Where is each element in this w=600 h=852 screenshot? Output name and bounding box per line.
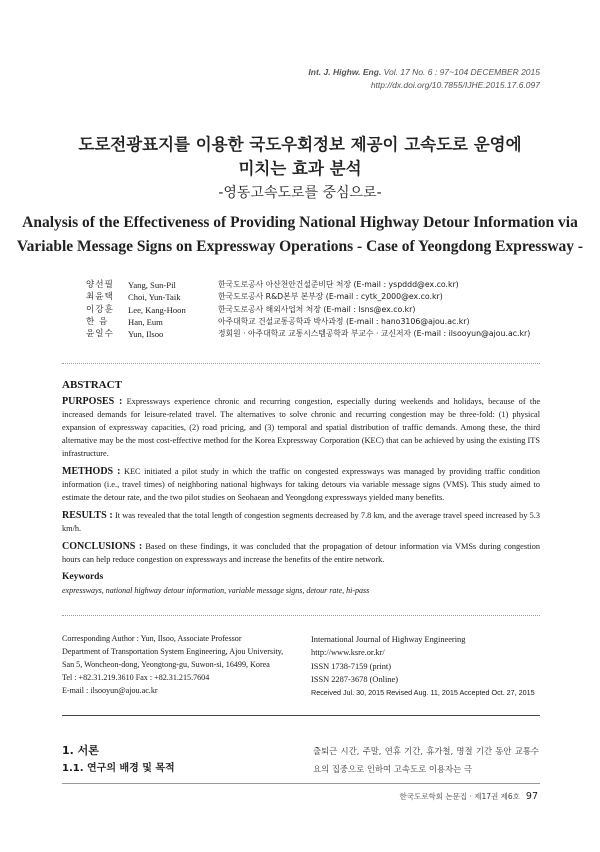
divider-top: [62, 363, 540, 364]
methods-text: KEC initiated a pilot study in which the traffic on congested expressways was managed by providing traffic condition information (i.e., travel times) of neighboring national highways for taking detours via variable message signs (VMS). This study aimed to estimate the detour rate, and the two pilot studies on Seohaean and Yeongdong expressways yielded many benefits.: [62, 467, 541, 502]
author-row: [86, 316, 530, 328]
author-affiliation: 아주대학교 건설교통공학과 박사과정 (E-mail : hano3106@ajou.ac.kr): [218, 316, 470, 326]
author-korean-name: 최윤택: [86, 292, 114, 303]
author-affiliation: 한국도로공사 R&D본부 본부장 (E-mail : cytk_2000@ex.co.kr): [218, 292, 443, 302]
author-row: [86, 328, 530, 340]
page-footer: [399, 791, 538, 802]
english-title-line2: Variable Message Signs on Expressway Operations - Case of Yeongdong Expressway -: [16, 238, 584, 255]
author-english-name: Yang, Sun-Pil: [128, 280, 176, 290]
korean-title-line2: 미치는 효과 분석: [238, 159, 362, 178]
conclusions-label: CONCLUSIONS :: [62, 541, 143, 552]
keywords-heading: Keywords: [62, 572, 104, 582]
abstract-heading: ABSTRACT: [62, 379, 122, 391]
corr-line: Department of Transportation System Engineering, Ajou University,: [62, 646, 284, 656]
author-affiliation: 한국도로공사 해외사업처 처장 (E-mail : lsns@ex.co.kr): [218, 304, 416, 314]
corresponding-author-block: [62, 633, 283, 698]
footer-journal-issue: 한국도로학회 논문집 · 제17권 제6호: [399, 792, 520, 801]
subsection-heading: 1.1. 연구의 배경 및 목적: [62, 763, 175, 774]
purposes-text: Expressways experience chronic and recurring congestion, especially during weekends and holidays, because of the increased demands for leisure-related travel. The alternatives to solve chronic and recurring congestion may be three-fold: (1) physical expansion of expressway capacities, (2) road pricing, and (3) temporal and spatial distribution of traffic demands. Among these, the third alternative may be the most cost-effective method for the Korea Expressway Corporation (KEC) that can be achieved by using the existing ITS infrastructure.: [62, 397, 541, 458]
body-text: 출퇴근 시간, 주말, 연휴 기간, 휴가철, 명절 기간 동안 교통수요의 집중으로 인하여 고속도로 이용자는 극: [313, 746, 539, 774]
korean-title: [0, 133, 600, 205]
author-row: [86, 304, 530, 316]
section-headings: [62, 742, 175, 778]
issn-print: ISSN 1738-7159 (print): [311, 661, 392, 671]
doi-link[interactable]: http://dx.doi.org/10.7855/IJHE.2015.17.6.097: [370, 80, 540, 90]
keywords-list: expressways, national highway detour information, variable message signs, detour rate, hi-pass: [62, 586, 370, 595]
journal-url[interactable]: http://www.ksre.or.kr/: [311, 648, 385, 658]
received-dates: Received Jul. 30, 2015 Revised Aug. 11, 2015 Accepted Oct. 27, 2015: [311, 688, 535, 698]
corr-line: San 5, Woncheon-dong, Yeongtong-gu, Suwon-si, 16499, Korea: [62, 659, 270, 669]
conclusions-paragraph: [62, 540, 540, 566]
methods-label: METHODS :: [62, 466, 121, 477]
author-korean-name: 양선필: [86, 280, 114, 290]
journal-abbrev: Int. J. Highw. Eng.: [308, 67, 382, 77]
author-row: [86, 291, 530, 303]
author-korean-name: 한 음: [86, 316, 109, 327]
english-title-line1: Analysis of the Effectiveness of Providing National Highway Detour Information via: [22, 214, 578, 231]
abstract-block: [62, 379, 540, 597]
results-paragraph: [62, 509, 540, 535]
author-korean-name: 이강훈: [86, 304, 114, 315]
english-title: [0, 211, 600, 259]
journal-info-block: [311, 633, 535, 699]
methods-paragraph: [62, 465, 540, 504]
author-english-name: Lee, Kang-Hoon: [128, 304, 186, 315]
volume-issue: Vol. 17 No. 6 : 97~104 DECEMBER 2015: [383, 67, 540, 77]
author-list: [86, 279, 530, 340]
author-english-name: Yun, Ilsoo: [128, 329, 164, 340]
author-row: [86, 279, 530, 291]
author-affiliation: 한국도로공사 아산천안건설준비단 처장 (E-mail : yspddd@ex.co.kr): [218, 280, 459, 289]
korean-subtitle: -영동고속도로를 중심으로-: [218, 185, 382, 201]
purposes-paragraph: [62, 395, 540, 460]
author-english-name: Choi, Yun-Taik: [128, 292, 181, 303]
corr-line: Tel : +82.31.219.3610 Fax : +82.31.215.7604: [62, 672, 210, 682]
section-rule: [62, 715, 540, 716]
purposes-label: PURPOSES :: [62, 396, 123, 407]
author-korean-name: 윤일수: [86, 329, 114, 340]
author-affiliation: 정회원 · 아주대학교 교통시스템공학과 부교수 · 교신저자 (E-mail : ilsooyun@ajou.ac.kr): [218, 329, 531, 339]
author-english-name: Han, Eum: [128, 316, 163, 327]
corr-line: E-mail : ilsooyun@ajou.ac.kr: [62, 685, 158, 695]
korean-title-line1: 도로전광표지를 이용한 국도우회정보 제공이 고속도로 운영에: [78, 135, 522, 154]
results-label: RESULTS :: [62, 510, 113, 521]
conclusions-text: Based on these findings, it was concluded that the propagation of detour information via VMSs during congestion hours can help reduce congestion on expressways and increase the benefits of the entire network.: [62, 542, 541, 564]
section-heading-intro: 1. 서론: [62, 744, 99, 757]
journal-name: International Journal of Highway Engineering: [311, 635, 466, 644]
divider-bottom: [62, 615, 540, 616]
issn-online: ISSN 2287-3678 (Online): [311, 674, 399, 684]
footer-rule: [62, 783, 540, 784]
corr-line: Corresponding Author : Yun, Ilsoo, Associate Professor: [62, 634, 242, 643]
results-text: It was revealed that the total length of congestion segments decreased by 7.8 km, and the average travel speed increased by 5.3 km/h.: [62, 511, 540, 533]
journal-reference: [308, 66, 540, 92]
page-number: 97: [525, 791, 538, 802]
